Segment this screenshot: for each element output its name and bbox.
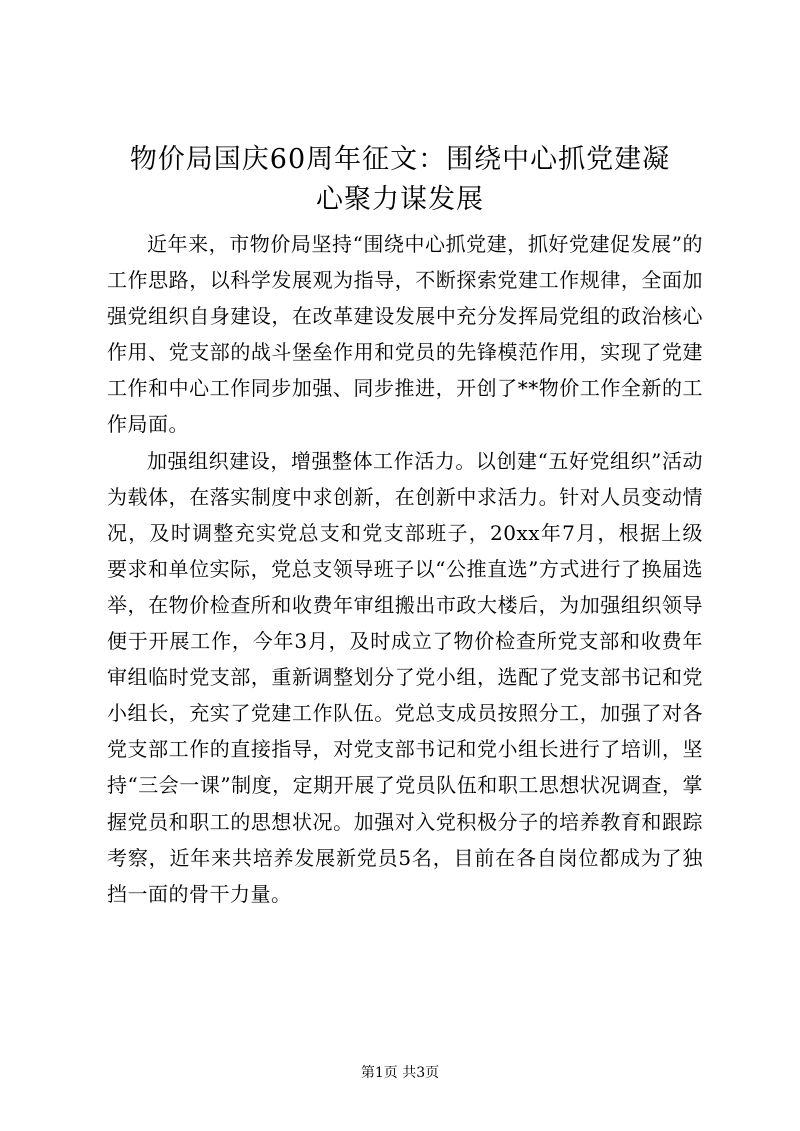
- document-title: [100, 140, 700, 220]
- paragraph-intro: 近年来，市物价局坚持“围绕中心抓党建，抓好党建促发展”的工作思路，以科学发展观为指导，不断探索党建工作规律，全面加强党组织自身建设，在改革建设发展中充分发挥局党组的政治核心作用、党支部的战斗堡垒作用和党员的先锋模范作用，实现了党建工作和中心工作同步加强、同步推进，开创了**物价工作全新的工作局面。: [107, 232, 703, 437]
- document-body: [107, 226, 703, 912]
- title-line-1: 物价局国庆60周年征文：围绕中心抓党建凝: [129, 144, 671, 175]
- title-line-2: 心聚力谋发展: [316, 184, 484, 215]
- paragraph-organization: 加强组织建设，增强整体工作活力。以创建“五好党组织”活动为载体，在落实制度中求创新，在创新中求活力。针对人员变动情况，及时调整充实党总支和党支部班子，20xx年7月，根据上级要求和单位实际，党总支领导班子以“公推直选”方式进行了换届选举，在物价检查所和收费年审组搬出市政大楼后，为加强组织领导便于开展工作，今年3月，及时成立了物价检查所党支部和收费年审组临时党支部，重新调整划分了党小组，选配了党支部书记和党小组长，充实了党建工作队伍。党总支成员按照分工，加强了对各党支部工作的直接指导，对党支部书记和党小组长进行了培训，坚持“三会一课”制度，定期开展了党员队伍和职工思想状况调查，掌握党员和职工的思想状况。加强对入党积极分子的培养教育和跟踪考察，近年来共培养发展新党员5名，目前在各自岗位都成为了独挡一面的骨干力量。: [107, 448, 703, 906]
- page-number-footer: 第1页 共3页: [360, 1065, 440, 1081]
